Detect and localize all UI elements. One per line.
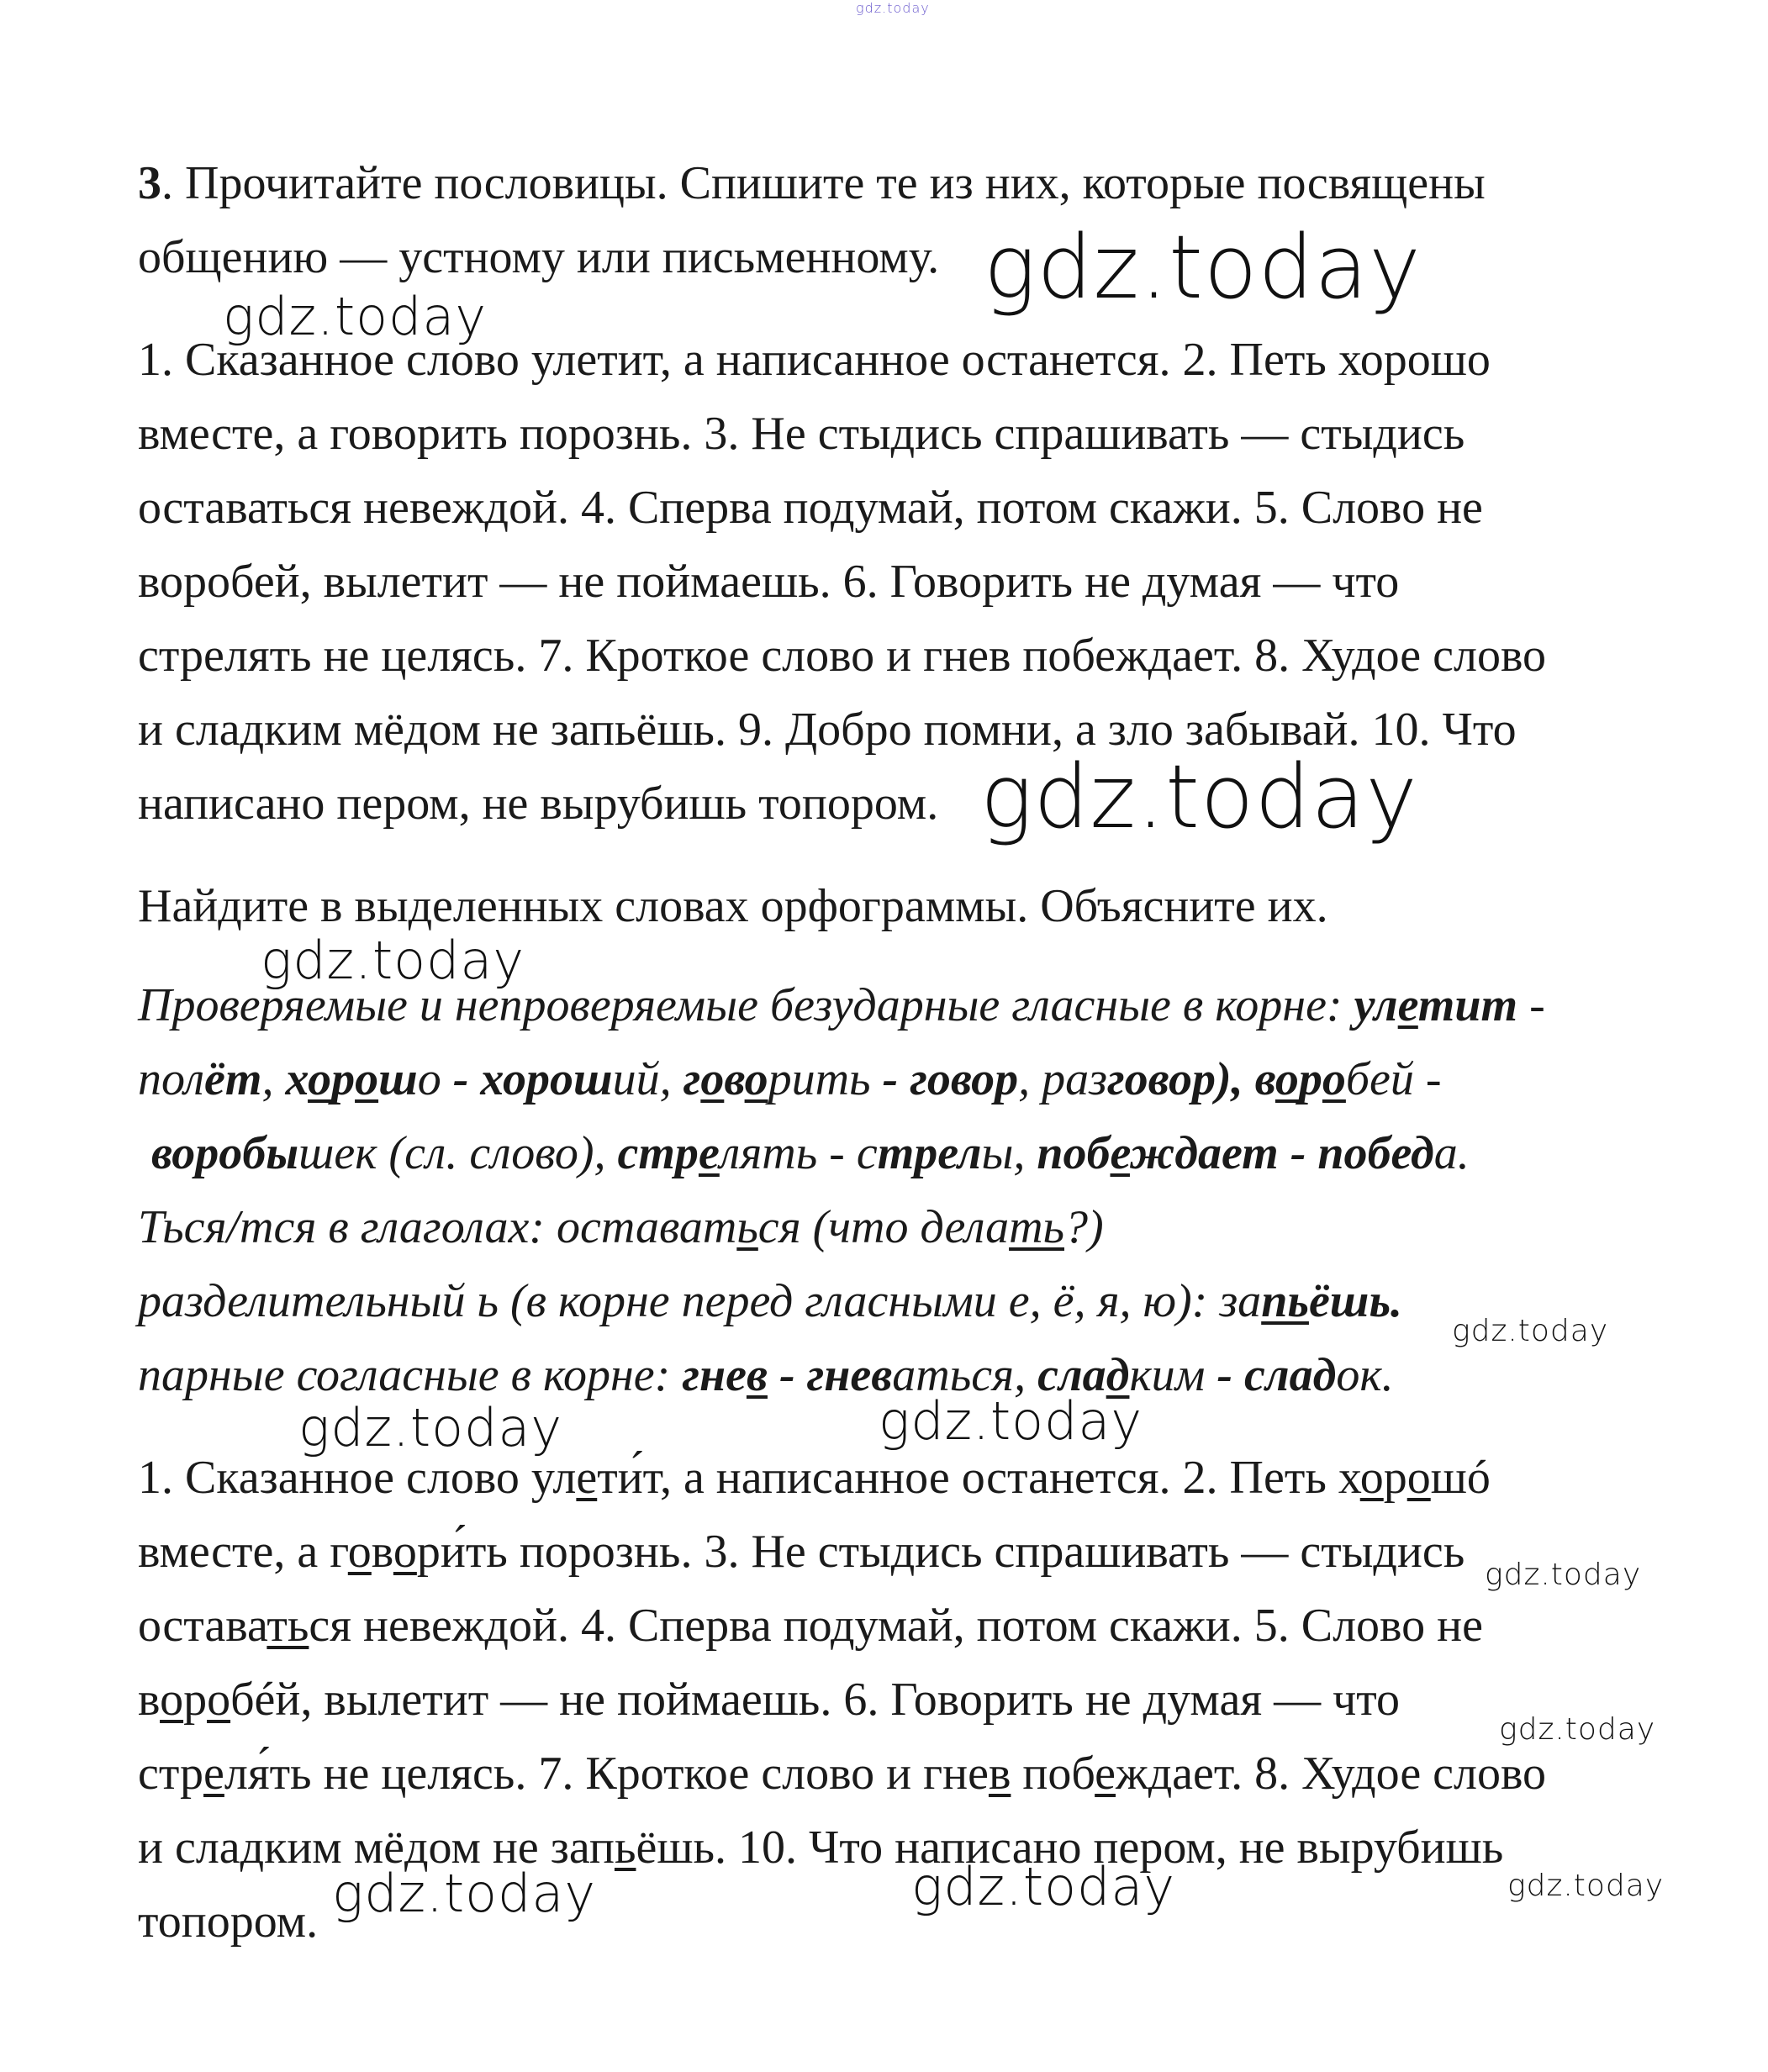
orthogram: о <box>347 1526 372 1578</box>
watermark: gdz.today <box>223 286 488 347</box>
word-part: говор <box>1107 1053 1216 1105</box>
orthogram: о <box>1406 1452 1431 1504</box>
orthogram: ть <box>1009 1201 1064 1253</box>
copy-line-4 <box>138 1674 1400 1726</box>
word-part: сла <box>1037 1349 1106 1401</box>
word-part: р <box>1383 1452 1407 1504</box>
answer-unstressed-line-2 <box>138 1053 1442 1105</box>
word-part: гнев <box>806 1349 893 1401</box>
word-part: 1. Сказанное слово ул <box>138 1452 577 1504</box>
orthogram: е <box>698 1127 720 1179</box>
word-part: тит <box>1417 979 1518 1031</box>
instruction: Найдите в выделенных словах орфограммы. Объясните их. <box>138 880 1328 932</box>
word-part: ёшь. <box>1308 1275 1403 1327</box>
dash: - <box>1517 979 1545 1031</box>
answer-label: Проверяемые и непроверяемые безударные гласные в корне: <box>138 979 1354 1031</box>
watermark: gdz.today <box>1507 1869 1665 1903</box>
proverb-line: 1. Сказанное слово улетит, а написанное останется. 2. Петь хорошо <box>138 334 1491 386</box>
orthogram: е <box>576 1452 598 1504</box>
word-part: хорош <box>480 1053 613 1105</box>
word-part: в <box>724 1053 745 1105</box>
watermark: gdz.today <box>879 1390 1143 1452</box>
word-part: поб <box>1037 1127 1111 1179</box>
watermark: gdz.today <box>261 930 525 991</box>
word-part: ждает <box>1129 1127 1279 1179</box>
word-part: лять <box>719 1127 818 1179</box>
word-part: побед <box>1317 1127 1434 1179</box>
orthogram: ть <box>267 1600 309 1652</box>
word-part: - с <box>817 1127 878 1179</box>
word-part: г <box>683 1053 701 1105</box>
word-part: ш <box>378 1053 418 1105</box>
word-part: р <box>1298 1053 1322 1105</box>
word-part: ким <box>1129 1349 1206 1401</box>
word-part: бéй, вылетит — не поймаешь. 6. Говорить не думая — что <box>230 1674 1400 1726</box>
word-part: слад <box>1244 1349 1337 1401</box>
watermark: gdz.today <box>1485 1558 1642 1592</box>
orthogram: пь <box>1261 1275 1309 1327</box>
word-part: о <box>417 1053 441 1105</box>
word-part: ждает. 8. Худое слово <box>1116 1748 1547 1800</box>
watermark: gdz.today <box>298 1397 563 1458</box>
word-part: парные согласные в корне: <box>138 1349 683 1401</box>
watermark: gdz.today <box>1452 1314 1609 1348</box>
orthogram: о <box>207 1674 231 1726</box>
word-part: ок. <box>1336 1349 1394 1401</box>
orthogram: в <box>746 1349 768 1401</box>
answer-unstressed-line-3 <box>151 1127 1470 1179</box>
orthogram: в <box>988 1748 1011 1800</box>
copy-line-5 <box>138 1748 1547 1800</box>
proverb-line: написано пером, не вырубишь топором. <box>138 778 939 830</box>
proverb-line: и сладким мёдом не запьёшь. 9. Добро помни, а зло забывай. 10. Что <box>138 704 1517 756</box>
orthogram: о <box>308 1053 332 1105</box>
word-part: пол <box>138 1053 205 1105</box>
word-part: , <box>261 1053 286 1105</box>
word-part: ким мёдом не зап <box>264 1822 615 1874</box>
orthogram: е <box>203 1748 224 1800</box>
word-part: шó <box>1430 1452 1491 1504</box>
word-part: говор <box>910 1053 1019 1105</box>
word-part: ы, <box>981 1127 1037 1179</box>
watermark: gdz.today <box>984 216 1422 319</box>
word-part: поб <box>1011 1748 1095 1800</box>
copy-line-2 <box>138 1526 1465 1578</box>
copy-line-7: топором. <box>138 1895 319 1948</box>
word-part: ёшь. 10. Что написано пером, не вырубишь <box>636 1822 1504 1874</box>
word-part: остава <box>138 1600 267 1652</box>
orthogram: о <box>160 1674 184 1726</box>
watermark: gdz.today <box>980 746 1418 848</box>
word-part: рить <box>768 1053 871 1105</box>
word-part: в <box>371 1526 393 1578</box>
proverb-line: стрелять не целясь. 7. Кроткое слово и гнев побеждает. 8. Худое слово <box>138 630 1546 682</box>
orthogram: о <box>393 1526 417 1578</box>
word-part: р <box>331 1053 356 1105</box>
task-line-2: общению — устному или письменному. <box>138 231 940 283</box>
word-part: вместе, а г <box>138 1526 348 1578</box>
word-part: х <box>285 1053 309 1105</box>
word-part: в <box>138 1674 161 1726</box>
orthogram: е <box>1110 1127 1130 1179</box>
word-part: шек (сл. слово), <box>298 1127 618 1179</box>
word-part: ти́т, а написанное останется. 2. Петь х <box>597 1452 1360 1504</box>
task-line-1 <box>138 157 1486 209</box>
word-part: и сла <box>138 1822 240 1874</box>
watermark: gdz.today <box>911 1856 1176 1917</box>
watermark: gdz.today <box>332 1863 597 1924</box>
proverb-line: воробей, вылетит — не поймаешь. 6. Говорить не думая — что <box>138 556 1400 608</box>
orthogram: о <box>1359 1452 1384 1504</box>
word-part: трел <box>877 1127 982 1179</box>
answer-paired-line <box>138 1349 1394 1401</box>
word-part: ся невеждой. 4. Сперва подумай, потом скажи. 5. Слово не <box>309 1600 1483 1652</box>
dash: - <box>767 1349 807 1401</box>
word-part: ёт <box>204 1053 262 1105</box>
proverb-line: вместе, а говорить порознь. 3. Не стыдись спрашивать — стыдись <box>138 408 1465 460</box>
word-part: разделительный ь (в корне перед гласными е, ё, я, ю): за <box>138 1275 1262 1327</box>
proverb-line: оставаться невеждой. 4. Сперва подумай, потом скажи. 5. Слово не <box>138 482 1483 534</box>
word-part: а. <box>1433 1127 1470 1179</box>
word-part: Ться/тся в глаголах: остават <box>138 1201 737 1253</box>
word-part: стр <box>617 1127 699 1179</box>
word-part: ля́ть не целясь. 7. Кроткое слово и гне <box>224 1748 989 1800</box>
word-part: р <box>183 1674 208 1726</box>
orthogram: о <box>1275 1053 1299 1105</box>
orthogram: о <box>355 1053 379 1105</box>
task-number: 3 <box>138 157 161 209</box>
word-part: ри́ть порознь. 3. Не стыдись спрашивать — стыдись <box>416 1526 1465 1578</box>
orthogram: е <box>1095 1748 1116 1800</box>
orthogram: д <box>240 1822 265 1874</box>
word-part: ?) <box>1064 1201 1104 1253</box>
word-part: гне <box>682 1349 747 1401</box>
word-part: аться, <box>892 1349 1038 1401</box>
dash: - <box>870 1053 910 1105</box>
orthogram: о <box>1322 1053 1346 1105</box>
task-text-1: . Прочитайте пословицы. Спишите те из них, которые посвящены <box>161 157 1486 209</box>
dash: - <box>441 1053 481 1105</box>
orthogram: о <box>744 1053 768 1105</box>
word-part: в <box>1254 1053 1275 1105</box>
copy-line-1 <box>138 1452 1491 1504</box>
word-part: ий, <box>612 1053 683 1105</box>
watermark: gdz.today <box>1499 1712 1656 1747</box>
watermark-top: gdz.today <box>856 0 930 16</box>
word-part: , раз <box>1018 1053 1107 1105</box>
orthogram: ь <box>736 1201 758 1253</box>
word-part: ся (что дела <box>757 1201 1010 1253</box>
dash: - <box>1278 1127 1318 1179</box>
orthogram: о <box>700 1053 725 1105</box>
word-part: ул <box>1354 979 1398 1031</box>
word-part: стр <box>138 1748 204 1800</box>
word-part: ), <box>1215 1053 1255 1105</box>
word-part: воробы <box>151 1127 299 1179</box>
answer-tsya-line <box>138 1201 1104 1253</box>
dash: - <box>1205 1349 1245 1401</box>
answer-separator-line <box>138 1275 1403 1327</box>
orthogram: д <box>1106 1349 1130 1401</box>
word-part: бей - <box>1345 1053 1442 1105</box>
copy-line-3 <box>138 1600 1483 1652</box>
orthogram: е <box>1397 979 1418 1031</box>
orthogram: ь <box>614 1822 636 1874</box>
